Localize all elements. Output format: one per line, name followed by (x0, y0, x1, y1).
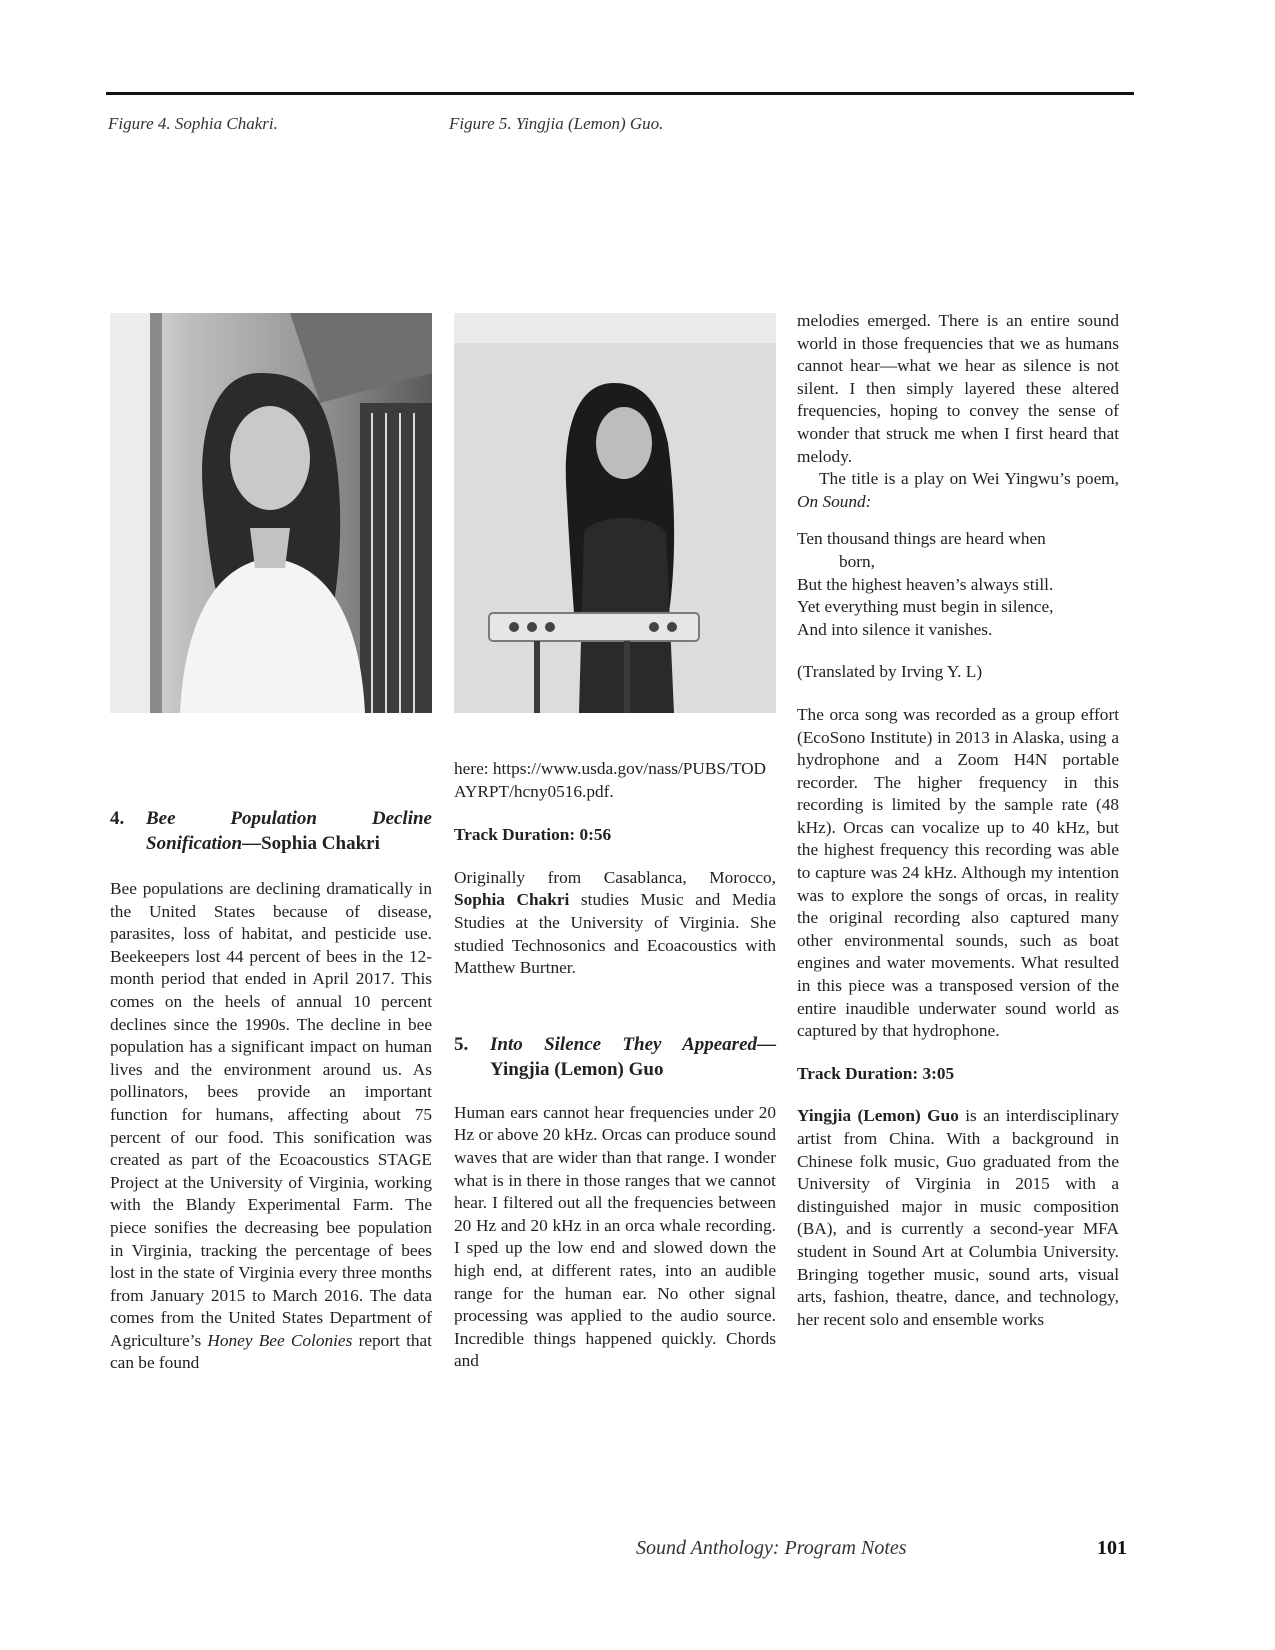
sophia-chakri-bio (454, 867, 776, 980)
section-5-author: —Yingjia (Lemon) Guo (490, 1033, 776, 1080)
column-1 (110, 806, 432, 1375)
poem-line-1-cont: born, (839, 551, 875, 571)
photo-yingjia-guo (454, 313, 776, 713)
honey-bee-colonies-title: Honey Bee Colonies (207, 1330, 353, 1350)
section-4-heading (110, 806, 432, 856)
section-5-heading (454, 1032, 776, 1082)
photo-sophia-chakri (110, 313, 432, 713)
section-4-track-duration: Track Duration: 0:56 (454, 825, 612, 845)
header-rule (106, 92, 1134, 95)
title-paragraph (797, 468, 1119, 513)
page-number: 101 (1097, 1537, 1127, 1559)
sophia-bio-name: Sophia Chakri (454, 890, 570, 910)
yingjia-bio-text: is an interdisciplinary artist from China. With a background in Chinese folk music, Guo graduated from the University of Virginia in 2015 with a distinguished major in music composition (BA), and is currently a second-year MFA student in Sound Art at Columbia University. Bringing together music, sound arts, visual arts, fashion, theatre, dance, and technology, her recent solo and ensemble works (797, 1106, 1119, 1329)
section-5-body-col2: Human ears cannot hear frequencies under 20 Hz or above 20 kHz. Orcas can produce sound waves that are wider than that range. I wonder what is in there in those ranges that we cannot hear. I filtered out all the frequencies between 20 Hz and 20 kHz in an orca whale recording. I sped up the low end and slowed down the high end, at different rates, into an audible range for the human ear. No other signal processing was applied to the audio source. Incredible things happened quickly. Chords and (454, 1102, 776, 1371)
section-5-body-col3: melodies emerged. There is an entire sound world in those frequencies that we as humans cannot hear—what we hear as silence is not silent. I then simply layered these altered frequencies, hoping to convey the sense of wonder that struck me when I first heard that melody. (797, 311, 1119, 466)
section-4-body-end: report that can be found (110, 1330, 432, 1373)
section-4-number: 4. (110, 808, 125, 829)
usda-report-url: here: https://www.usda.gov/nass/PUBS/TODAYRPT/hcny0516.pdf. (454, 759, 767, 801)
section-5-title: Into Silence They Appeared (490, 1033, 757, 1055)
section-4-title: Bee Population Decline Sonification (146, 808, 432, 854)
title-paragraph-text: The title is a play on Wei Yingwu’s poem, (819, 469, 1119, 489)
figure-5-caption: Figure 5. Yingjia (Lemon) Guo. (449, 114, 664, 133)
recording-paragraph: The orca song was recorded as a group effort (EcoSono Institute) in 2013 in Alaska, using a hydrophone and a Zoom H4N portable recorder. The higher frequency in this recording is limited by the sample rate (48 kHz). Orcas can vocalize up to 40 kHz, but the highest frequency this recording was able to capture was 24 kHz. Although my intention was to explore the songs of orcas, in reality the original recording also captured many other environmental sounds, such as boat engines and water movements. What resulted in this piece was a transposed version of the entire inaudible underwater sound world as captured by that hydrophone. (797, 704, 1119, 1041)
yingjia-guo-bio (797, 1105, 1119, 1331)
translator-credit: (Translated by Irving Y. L) (797, 662, 983, 682)
poem-line-2: But the highest heaven’s always still. (797, 574, 1054, 594)
section-4-author: —Sophia Chakri (242, 833, 380, 854)
section-4-body (110, 878, 432, 1375)
publication-title: Sound Anthology: Program Notes (636, 1537, 907, 1559)
poem-line-3: Yet everything must begin in silence, (797, 597, 1054, 617)
figure-4-caption: Figure 4. Sophia Chakri. (108, 114, 278, 133)
poem-line-4: And into silence it vanishes. (797, 619, 993, 639)
poem-title: On Sound: (797, 491, 872, 511)
section-4-body-text: Bee populations are declining dramatically in the United States because of disease, parasites, loss of habitat, and pesticide use. Beekeepers lost 44 percent of bees in the 12-month period that ended in April 2017. This comes on the heels of annual 10 percent declines since the 1990s. The decline in bee population has a significant impact on human lives and the environment around us. As pollinators, bees provide an important function for humans, affecting about 75 percent of our food. This sonification was created as part of the Ecoacoustics STAGE Project at the University of Virginia, working with the Blandy Experimental Farm. The piece sonifies the decreasing bee population in Virginia, tracking the percentage of bees lost in the state of Virginia every three months from January 2015 to March 2016. The data comes from the United States Department of Agriculture’s (110, 879, 432, 1350)
section-5-track-duration: Track Duration: 3:05 (797, 1063, 955, 1083)
sophia-bio-text: studies Music and Media Studies at the University of Virginia. She studied Technosonics and Ecoacoustics with Matthew Burtner. (454, 890, 776, 978)
sophia-bio-intro: Originally from Casablanca, Morocco, (454, 867, 776, 887)
section-5-number: 5. (454, 1033, 469, 1055)
yingjia-bio-name: Yingjia (Lemon) Guo (797, 1106, 959, 1126)
column-2 (454, 758, 776, 1373)
poem-on-sound (797, 528, 1119, 641)
poem-line-1: Ten thousand things are heard when (797, 529, 1046, 549)
column-3 (797, 310, 1119, 1331)
